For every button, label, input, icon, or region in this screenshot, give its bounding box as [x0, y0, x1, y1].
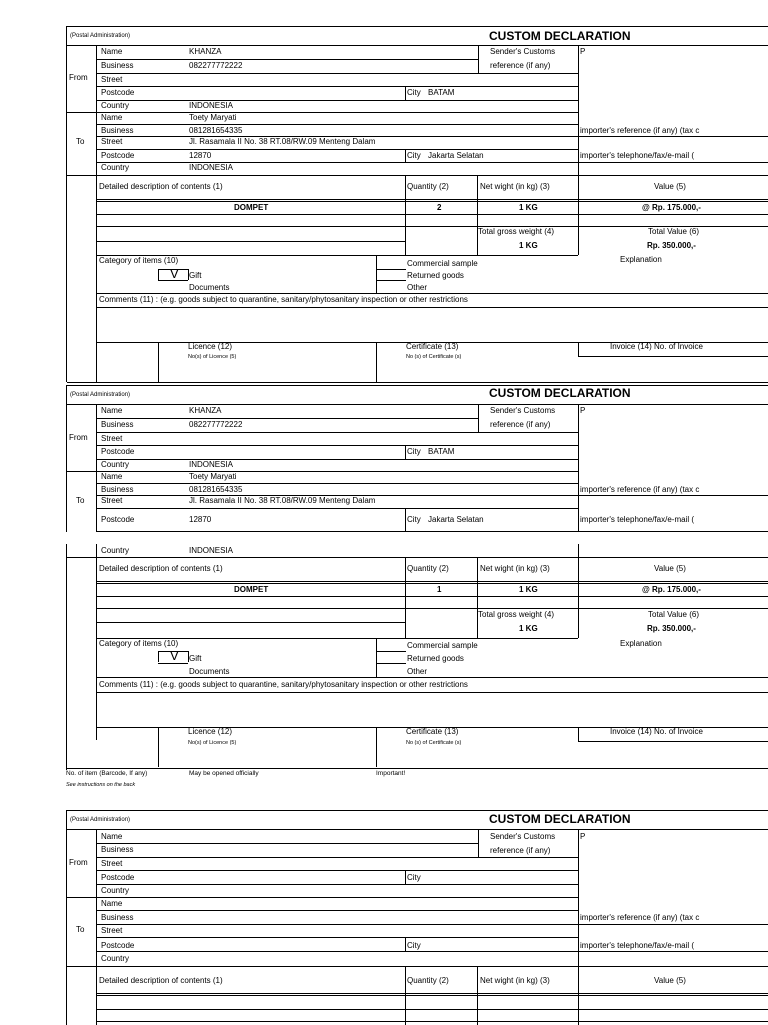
licence-number-label: No(s) of Licence (5) [188, 740, 237, 746]
to-name-value[interactable]: Toety Maryati [189, 113, 237, 122]
may-be-opened-label: May be opened officially [189, 770, 259, 777]
postal-admin-label: (Postal Administration) [70, 392, 131, 398]
to-business-value[interactable]: 081281654335 [189, 485, 243, 494]
documents-label: Documents [189, 283, 230, 292]
to-country-label: Country [101, 163, 130, 172]
importer-telephone-label: importer's telephone/fax/e-mail ( [580, 515, 695, 524]
importer-telephone-label: importer's telephone/fax/e-mail ( [580, 941, 695, 950]
to-country-label: Country [101, 954, 130, 963]
licence-number-label: No(s) of Licence (5) [188, 354, 237, 360]
to-city-value[interactable]: Jakarta Selatan [428, 151, 484, 160]
from-country-label: Country [101, 101, 130, 110]
importer-reference-label: importer's reference (if any) (tax c [580, 913, 700, 922]
invoice-label: Invoice (14) No. of Invoice [610, 342, 703, 351]
contents-description-header: Detailed description of contents (1) [99, 564, 223, 573]
to-street-value[interactable]: Jl. Rasamala II No. 38 RT.08/RW.09 Menteng Dalam [189, 137, 376, 146]
item-quantity[interactable]: 2 [437, 203, 442, 212]
to-city-label: City [407, 941, 421, 950]
licence-label: Licence (12) [188, 342, 233, 351]
to-postcode-label: Postcode [101, 515, 135, 524]
returned-goods-label: Returned goods [407, 654, 464, 663]
form-title: CUSTOM DECLARATION [489, 29, 631, 43]
to-street-label: Street [101, 926, 123, 935]
from-postcode-label: Postcode [101, 873, 135, 882]
certificate-label: Certificate (13) [406, 727, 459, 736]
quantity-header: Quantity (2) [407, 182, 449, 191]
item-quantity[interactable]: 1 [437, 585, 442, 594]
to-postcode-label: Postcode [101, 151, 135, 160]
to-label: To [76, 137, 85, 146]
comments-label: Comments (11) : (e.g. goods subject to quarantine, sanitary/phytosanitary inspection or other restrictions [99, 680, 468, 689]
comments-label: Comments (11) : (e.g. goods subject to quarantine, sanitary/phytosanitary inspection or other restrictions [99, 295, 468, 304]
item-number-label: No. of item (Barcode, If any) [66, 770, 148, 777]
to-city-label: City [407, 515, 421, 524]
value-header: Value (5) [654, 182, 686, 191]
gross-weight-value[interactable]: 1 KG [519, 624, 538, 633]
important-label: Important! [376, 770, 406, 777]
contents-description-header: Detailed description of contents (1) [99, 182, 223, 191]
senders-ref-line2: reference (if any) [490, 420, 551, 429]
p-label: P [580, 832, 586, 841]
gross-weight-label: Total gross weight (4) [478, 227, 555, 236]
category-label: Category of items (10) [99, 639, 179, 648]
from-label: From [69, 858, 88, 867]
from-name-label: Name [101, 406, 123, 415]
total-value-label: Total Value (6) [648, 610, 699, 619]
from-name-label: Name [101, 832, 123, 841]
from-business-value[interactable]: 082277772222 [189, 420, 243, 429]
from-country-label: Country [101, 886, 130, 895]
other-label: Other [407, 283, 428, 292]
to-business-label: Business [101, 913, 134, 922]
certificate-number-label: No (s) of Certificate (s) [406, 354, 462, 360]
postal-admin-label: (Postal Administration) [70, 817, 131, 823]
senders-ref-line1: Sender's Customs [490, 47, 556, 56]
p-label: P [580, 406, 586, 415]
other-label: Other [407, 667, 428, 676]
form-title: CUSTOM DECLARATION [489, 812, 631, 826]
from-country-label: Country [101, 460, 130, 469]
from-city-value[interactable]: BATAM [428, 88, 455, 97]
instructions-note: See instructions on the back [66, 782, 136, 788]
gift-checkmark[interactable]: V [170, 648, 179, 663]
item-value[interactable]: @ Rp. 175.000,- [642, 203, 701, 212]
returned-goods-label: Returned goods [407, 271, 464, 280]
explanation-label: Explanation [620, 255, 662, 264]
from-name-label: Name [101, 47, 123, 56]
from-street-label: Street [101, 434, 123, 443]
net-weight-header: Net wight (in kg) (3) [480, 182, 550, 191]
importer-reference-label: importer's reference (if any) (tax c [580, 485, 700, 494]
from-city-label: City [407, 447, 421, 456]
senders-ref-line1: Sender's Customs [490, 406, 556, 415]
gift-checkmark[interactable]: V [170, 266, 179, 281]
from-business-label: Business [101, 61, 134, 70]
commercial-sample-label: Commercial sample [407, 641, 478, 650]
from-business-label: Business [101, 845, 134, 854]
category-label: Category of items (10) [99, 256, 179, 265]
quantity-header: Quantity (2) [407, 564, 449, 573]
to-city-value[interactable]: Jakarta Selatan [428, 515, 484, 524]
from-label: From [69, 73, 88, 82]
invoice-label: Invoice (14) No. of Invoice [610, 727, 703, 736]
from-street-label: Street [101, 859, 123, 868]
from-name-value[interactable]: KHANZA [189, 47, 222, 56]
from-street-label: Street [101, 75, 123, 84]
gross-weight-label: Total gross weight (4) [478, 610, 555, 619]
gift-label: Gift [189, 654, 202, 663]
from-city-value[interactable]: BATAM [428, 447, 455, 456]
senders-ref-line2: reference (if any) [490, 61, 551, 70]
value-header: Value (5) [654, 976, 686, 985]
net-weight-header: Net wight (in kg) (3) [480, 976, 550, 985]
postal-admin-label: (Postal Administration) [70, 33, 131, 39]
from-name-value[interactable]: KHANZA [189, 406, 222, 415]
customs-declaration-form-3 [66, 810, 768, 1025]
item-value[interactable]: @ Rp. 175.000,- [642, 585, 701, 594]
from-label: From [69, 433, 88, 442]
to-name-label: Name [101, 113, 123, 122]
from-postcode-label: Postcode [101, 447, 135, 456]
from-city-label: City [407, 88, 421, 97]
from-country-value[interactable]: INDONESIA [189, 101, 234, 110]
net-weight-header: Net wight (in kg) (3) [480, 564, 550, 573]
customs-declaration-form-2 [66, 385, 768, 770]
item-description[interactable]: DOMPET [234, 585, 269, 594]
to-postcode-value[interactable]: 12870 [189, 151, 212, 160]
from-business-value[interactable]: 082277772222 [189, 61, 243, 70]
to-business-label: Business [101, 126, 134, 135]
quantity-header: Quantity (2) [407, 976, 449, 985]
certificate-label: Certificate (13) [406, 342, 459, 351]
to-country-value[interactable]: INDONESIA [189, 163, 234, 172]
value-header: Value (5) [654, 564, 686, 573]
to-name-value[interactable]: Toety Maryati [189, 472, 237, 481]
total-value[interactable]: Rp. 350.000,- [647, 241, 696, 250]
importer-reference-label: importer's reference (if any) (tax c [580, 126, 700, 135]
from-country-value[interactable]: INDONESIA [189, 460, 234, 469]
item-net-weight[interactable]: 1 KG [519, 585, 538, 594]
to-postcode-label: Postcode [101, 941, 135, 950]
to-street-value[interactable]: Jl. Rasamala II No. 38 RT.08/RW.09 Menteng Dalam [189, 496, 376, 505]
gift-label: Gift [189, 271, 202, 280]
total-value-label: Total Value (6) [648, 227, 699, 236]
form-title: CUSTOM DECLARATION [489, 386, 631, 400]
documents-label: Documents [189, 667, 230, 676]
gross-weight-value[interactable]: 1 KG [519, 241, 538, 250]
explanation-label: Explanation [620, 639, 662, 648]
to-name-label: Name [101, 472, 123, 481]
from-business-label: Business [101, 420, 134, 429]
licence-label: Licence (12) [188, 727, 233, 736]
to-business-label: Business [101, 485, 134, 494]
to-label: To [76, 925, 85, 934]
to-country-label: Country [101, 546, 130, 555]
to-city-label: City [407, 151, 421, 160]
p-label: P [580, 47, 586, 56]
from-city-label: City [407, 873, 421, 882]
to-postcode-value[interactable]: 12870 [189, 515, 212, 524]
to-label: To [76, 496, 85, 505]
importer-telephone-label: importer's telephone/fax/e-mail ( [580, 151, 695, 160]
commercial-sample-label: Commercial sample [407, 259, 478, 268]
to-street-label: Street [101, 496, 123, 505]
total-value[interactable]: Rp. 350.000,- [647, 624, 696, 633]
from-postcode-label: Postcode [101, 88, 135, 97]
to-business-value[interactable]: 081281654335 [189, 126, 243, 135]
item-net-weight[interactable]: 1 KG [519, 203, 538, 212]
to-street-label: Street [101, 137, 123, 146]
item-description[interactable]: DOMPET [234, 203, 269, 212]
to-name-label: Name [101, 899, 123, 908]
to-country-value[interactable]: INDONESIA [189, 546, 234, 555]
contents-description-header: Detailed description of contents (1) [99, 976, 223, 985]
senders-ref-line1: Sender's Customs [490, 832, 556, 841]
customs-declaration-form-1 [66, 26, 768, 382]
senders-ref-line2: reference (if any) [490, 846, 551, 855]
certificate-number-label: No (s) of Certificate (s) [406, 740, 462, 746]
